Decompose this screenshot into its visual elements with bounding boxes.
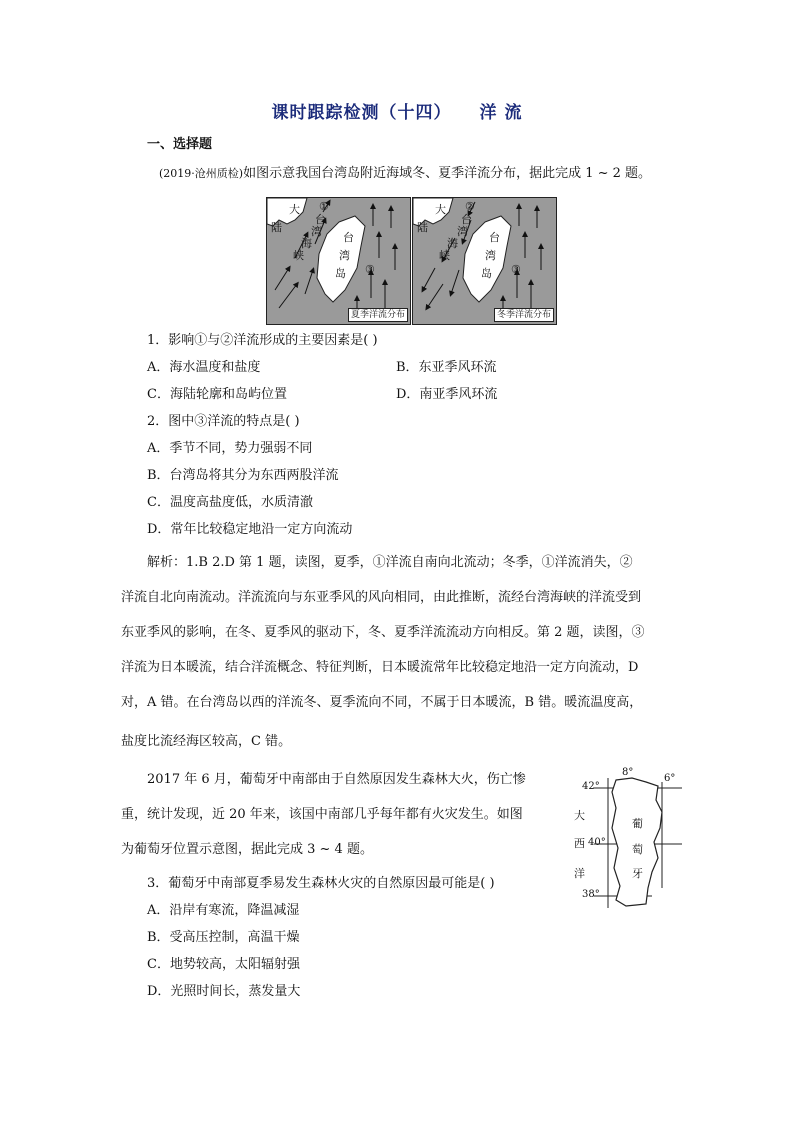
analysis-line-3: 东亚季风的影响，在冬、夏季风的驱动下，冬、夏季洋流流动方向相反。第 2 题，读图，③: [121, 625, 645, 640]
section-heading: 一、选择题: [147, 137, 213, 152]
q2-option-b: B．台湾岛将其分为东西两股洋流: [147, 468, 339, 483]
analysis-line-1: 解析：1.B 2.D 第 1 题，读图，夏季，①洋流自南向北流动；冬季，①洋流消失，②: [147, 555, 633, 570]
label-island-1: 台: [489, 231, 500, 244]
map-winter-caption: 冬季洋流分布: [494, 308, 554, 322]
q3-option-b: B．受高压控制，高温干燥: [147, 930, 300, 945]
latitude-38-label: 38°: [582, 889, 600, 900]
label-strait-1: 台: [315, 213, 326, 226]
analysis-line-5: 对，A 错。在台湾岛以西的洋流冬、夏季流向不同，不属于日本暖流，B 错。暖流温度高，: [121, 695, 643, 710]
q3-option-c: C．地势较高，太阳辐射强: [147, 957, 300, 972]
portugal-map: [572, 768, 682, 908]
portugal-intro-3: 为葡萄牙位置示意图，据此完成 3 ~ 4 题。: [121, 842, 373, 857]
label-continent-2: 陆: [271, 221, 282, 234]
label-island-2: 湾: [485, 249, 496, 262]
label-continent-1: 大: [289, 203, 300, 216]
analysis-line-6: 盐度比流经海区较高，C 错。: [121, 734, 292, 749]
ocean-label-2: 西: [574, 837, 585, 850]
label-strait-4: 峡: [439, 249, 450, 262]
ocean-label-1: 大: [574, 809, 585, 822]
intro-source: (2019·沧州质检): [159, 167, 244, 180]
label-strait-2: 湾: [311, 225, 322, 238]
q1-option-b: B．东亚季风环流: [396, 360, 497, 375]
page-title: [0, 98, 794, 123]
label-current-2: ②: [465, 200, 475, 213]
ocean-label-3: 洋: [574, 867, 585, 880]
label-island-3: 岛: [481, 267, 492, 280]
q1-option-d: D．南亚季风环流: [396, 387, 498, 402]
q1-stem: 1．影响①与②洋流形成的主要因素是( ): [147, 333, 378, 348]
analysis-line-4: 洋流为日本暖流，结合洋流概念、特征判断，日本暖流常年比较稳定地沿一定方向流动，D: [121, 660, 639, 675]
q3-option-d: D．光照时间长，蒸发量大: [147, 984, 301, 999]
longitude-6-label: 6°: [664, 773, 676, 784]
label-current-3: ③: [365, 263, 375, 276]
q1-option-c: C．海陆轮廓和岛屿位置: [147, 387, 287, 402]
label-strait-4: 峡: [293, 249, 304, 262]
q2-option-d: D．常年比较稳定地沿一定方向流动: [147, 522, 353, 537]
intro-text: 如图示意我国台湾岛附近海域冬、夏季洋流分布，据此完成 1 ~ 2 题。: [243, 166, 652, 181]
q2-stem: 2．图中③洋流的特点是( ): [147, 414, 300, 429]
longitude-8-label: 8°: [622, 767, 634, 778]
q3-stem: 3．葡萄牙中南部夏季易发生森林火灾的自然原因最可能是( ): [147, 876, 495, 891]
q2-option-a: A．季节不同，势力强弱不同: [147, 441, 313, 456]
latitude-42-label: 42°: [582, 781, 600, 792]
map-summer: [266, 197, 411, 325]
label-strait-3: 海: [447, 237, 458, 250]
label-current-1: ①: [319, 200, 329, 213]
portugal-intro-1: 2017 年 6 月，葡萄牙中南部由于自然原因发生森林大火，伤亡惨: [147, 772, 526, 787]
analysis-line-2: 洋流自北向南流动。洋流流向与东亚季风的风向相同，由此推断，流经台湾海峡的洋流受到: [121, 590, 642, 605]
q1-option-a: A．海水温度和盐度: [147, 360, 261, 375]
label-island-2: 湾: [339, 249, 350, 262]
label-island-1: 台: [343, 231, 354, 244]
q2-option-c: C．温度高盐度低，水质清澈: [147, 495, 313, 510]
label-current-3: ③: [511, 263, 521, 276]
map-winter: [412, 197, 557, 325]
map-summer-caption: 夏季洋流分布: [348, 308, 408, 322]
intro-line: [159, 167, 651, 180]
latitude-40-label: 40°: [588, 837, 606, 848]
q3-option-a: A．沿岸有寒流，降温减湿: [147, 903, 300, 918]
label-strait-2: 湾: [457, 225, 468, 238]
country-label-2: 萄: [632, 843, 643, 856]
label-continent-2: 陆: [417, 221, 428, 234]
title-sub: 洋 流: [479, 103, 523, 123]
label-continent-1: 大: [435, 203, 446, 216]
title-main: 课时跟踪检测（十四）: [271, 103, 452, 123]
portugal-intro-2: 重，统计发现，近 20 年来，该国中南部几乎每年都有火灾发生。如图: [121, 807, 523, 822]
label-strait-1: 台: [461, 213, 472, 226]
label-strait-3: 海: [301, 237, 312, 250]
country-label-3: 牙: [632, 867, 643, 880]
country-label-1: 葡: [632, 817, 643, 830]
label-island-3: 岛: [335, 267, 346, 280]
